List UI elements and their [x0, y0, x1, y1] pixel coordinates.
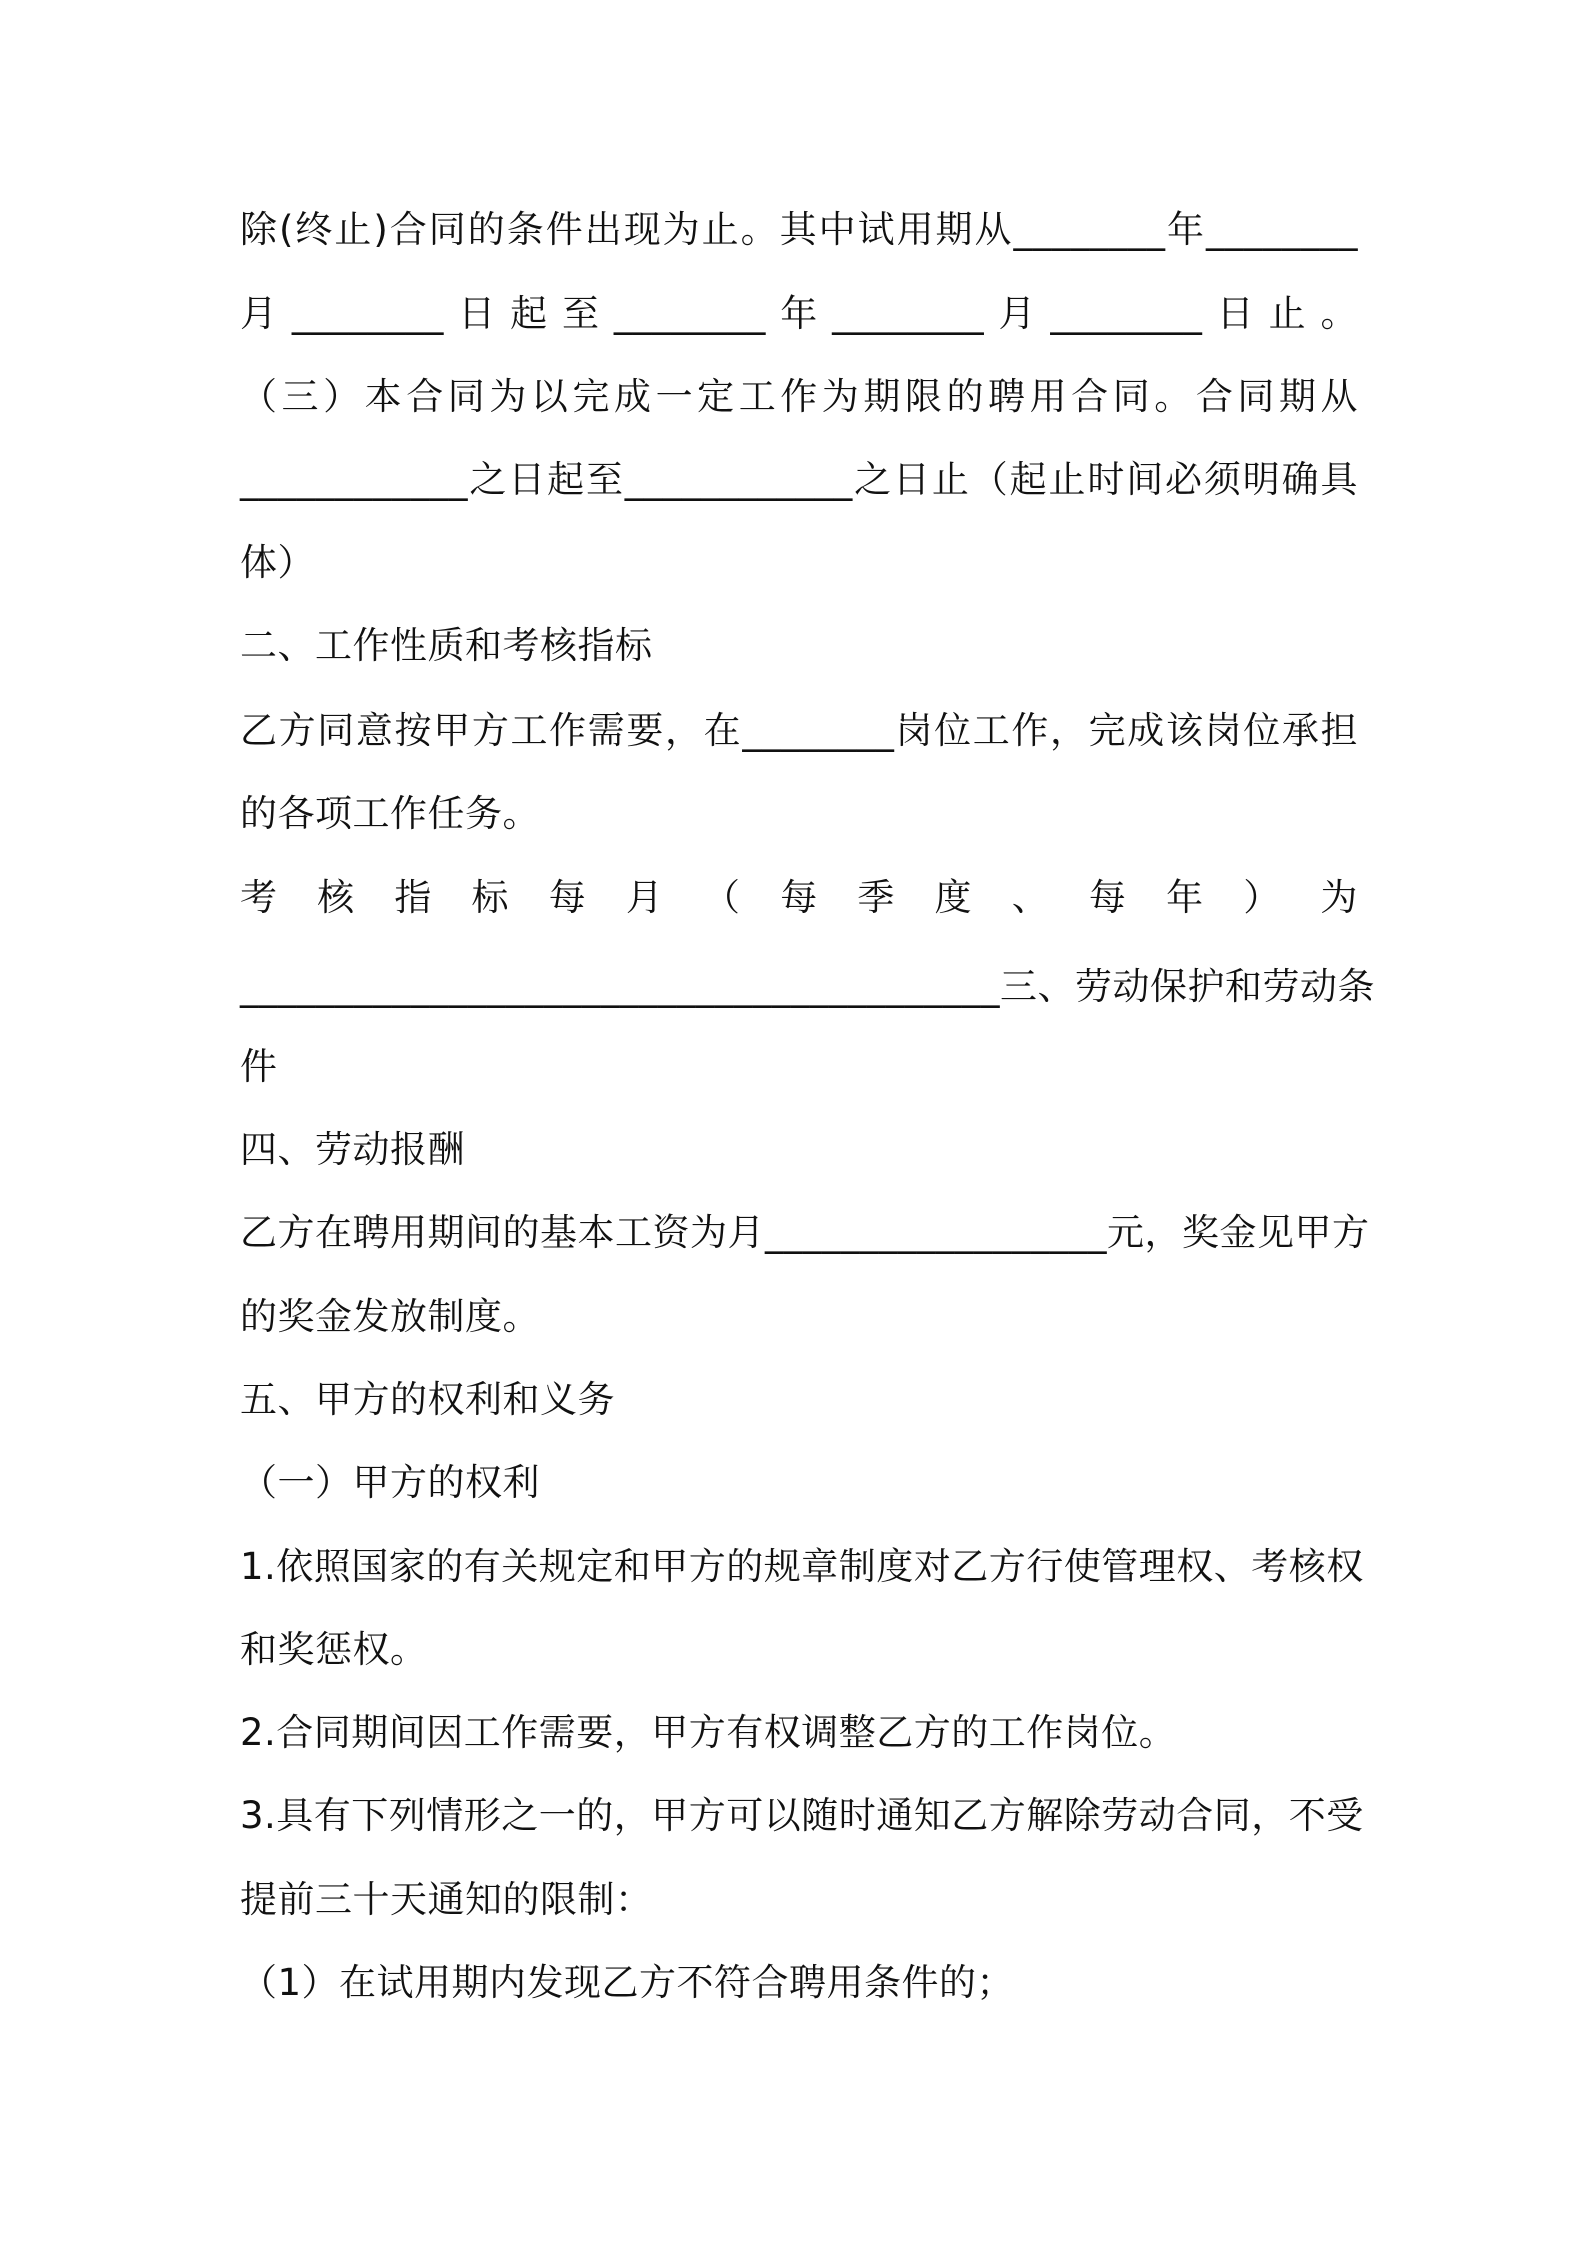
text-line-2: 月________日起至________年________月________日止。 [240, 292, 1358, 335]
text-line-19: 2.合同期间因工作需要，甲方有权调整乙方的工作岗位。 [240, 1711, 1177, 1754]
section-heading-2: 二、工作性质和考核指标 [240, 624, 653, 667]
text-line-21: 提前三十天通知的限制： [240, 1878, 653, 1921]
text-line-18: 和奖惩权。 [240, 1628, 428, 1671]
text-line-8: 的各项工作任务。 [240, 792, 540, 835]
text-line-7: 乙方同意按甲方工作需要，在________岗位工作，完成该岗位承担 [240, 709, 1358, 752]
text-line-17: 1.依照国家的有关规定和甲方的规章制度对乙方行使管理权、考核权 [240, 1545, 1364, 1588]
assessment-line: 考 核 指 标 每 月 （ 每 季 度 、 每 年 ） 为 [240, 876, 1358, 919]
subsection-heading-1: （一）甲方的权利 [240, 1461, 540, 1504]
text-line-20: 3.具有下列情形之一的，甲方可以随时通知乙方解除劳动合同，不受 [240, 1794, 1364, 1837]
section-heading-5: 五、甲方的权利和义务 [240, 1378, 615, 1421]
text-line-5: 体） [240, 541, 315, 584]
text-line-3: （三）本合同为以完成一定工作为期限的聘用合同。合同期从 [240, 375, 1358, 418]
text-line-11: 件 [240, 1045, 278, 1088]
text-line-22: （1）在试用期内发现乙方不符合聘用条件的； [240, 1961, 1015, 2004]
text-line-4: ____________之日起至____________之日止（起止时间必须明确具 [240, 458, 1358, 501]
text-line-1: 除(终止)合同的条件出现为止。其中试用期从________年________ [240, 208, 1358, 251]
text-line-14: 的奖金发放制度。 [240, 1295, 540, 1338]
section-heading-4: 四、劳动报酬 [240, 1128, 465, 1171]
text-line-13: 乙方在聘用期间的基本工资为月__________________元，奖金见甲方 [240, 1211, 1370, 1254]
text-line-10: ________________________________________三、劳动保护和劳动条 [240, 965, 1375, 1008]
